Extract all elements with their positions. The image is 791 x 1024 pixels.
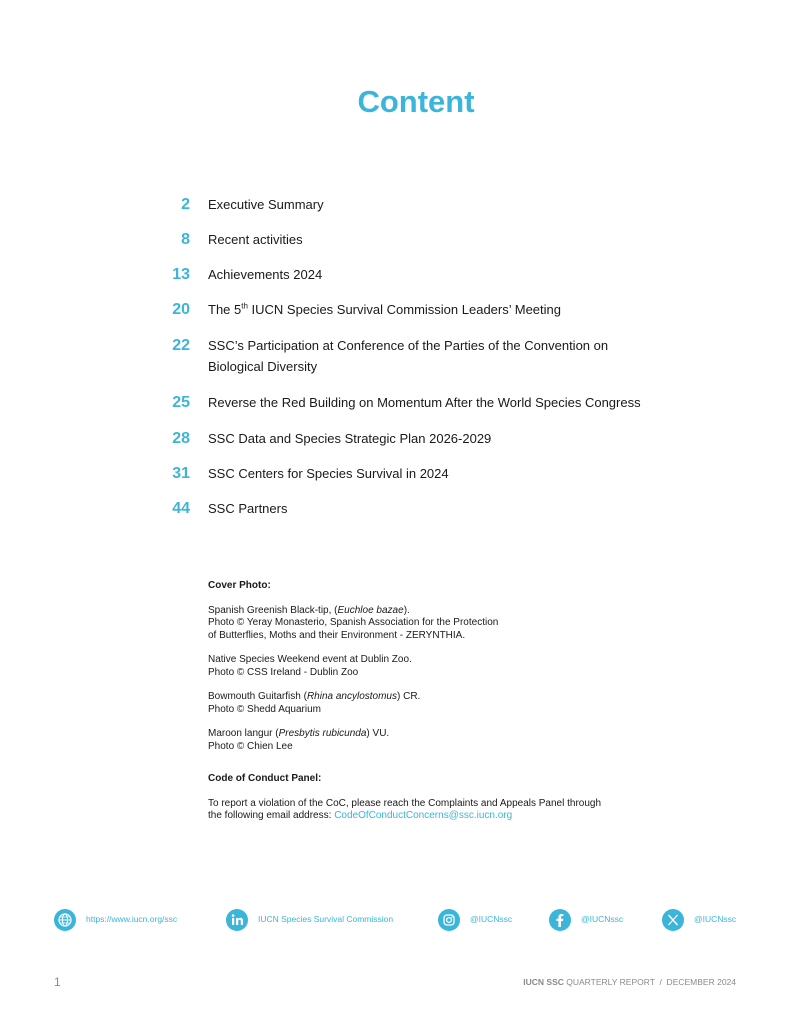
- toc-title-line: Biological Diversity: [208, 359, 318, 374]
- credit-text: Maroon langur (: [208, 728, 279, 739]
- globe-icon: [54, 909, 76, 931]
- toc-page-number: 25: [172, 394, 190, 411]
- species-name: Rhina ancylostomus: [306, 691, 397, 702]
- report-footer: [523, 977, 736, 987]
- toc-entry-title: Reverse the Red Building on Momentum After the World Species Congress: [208, 395, 641, 410]
- linkedin-icon: [226, 909, 248, 931]
- cover-photo-credit: [208, 691, 648, 716]
- toc-title-superscript: th: [241, 301, 248, 311]
- social-links-bar: [54, 909, 744, 931]
- toc-page-number: 31: [172, 465, 190, 482]
- page-number: 1: [54, 975, 61, 989]
- credit-text: Native Species Weekend event at Dublin Zoo.: [208, 654, 412, 665]
- toc-title-line: SSC’s Participation at Conference of the Parties of the Convention on: [208, 338, 609, 353]
- toc-entry-title: SSC Partners: [208, 501, 288, 516]
- credit-text: Photo © CSS Ireland - Dublin Zoo: [208, 666, 359, 678]
- credit-text: ) CR.: [396, 691, 421, 702]
- credit-text: Spanish Greenish Black-tip, (: [208, 604, 338, 616]
- footer-org: IUCN SSC: [523, 977, 564, 987]
- credit-text: Photo © Chien Lee: [208, 740, 293, 752]
- credit-text: of Butterflies, Moths and their Environment - ZERYNTHIA.: [208, 629, 466, 641]
- credit-text: Photo © Yeray Monasterio, Spanish Association for the Protection: [208, 617, 499, 628]
- website-label: https://www.iucn.org/ssc: [86, 914, 178, 924]
- facebook-icon: [549, 909, 571, 931]
- toc-page-number: 2: [181, 196, 190, 213]
- instagram-icon: [438, 909, 460, 931]
- cover-photo-credit: [208, 605, 648, 643]
- cover-photo-credit: [208, 728, 648, 753]
- toc-entry-title: SSC Data and Species Strategic Plan 2026-2029: [208, 431, 492, 446]
- footer-report-label: QUARTERLY REPORT / DECEMBER 2024: [563, 977, 736, 987]
- toc-entry-title: Recent activities: [208, 232, 303, 247]
- cover-photo-heading: Cover Photo:: [208, 580, 271, 591]
- conduct-panel-heading: Code of Conduct Panel:: [208, 773, 322, 784]
- toc-entry-title: [208, 335, 658, 377]
- toc-page-number: 20: [172, 301, 190, 318]
- x-label: @IUCNssc: [694, 914, 737, 924]
- instagram-label: @IUCNssc: [470, 914, 513, 924]
- toc-entry-title: SSC Centers for Species Survival in 2024: [208, 466, 449, 481]
- toc-entry-title: [208, 299, 658, 320]
- toc-entry-title: Executive Summary: [208, 197, 324, 212]
- toc-page-number: 8: [181, 231, 190, 248]
- x-icon: [662, 909, 684, 931]
- conduct-text: the following email address:: [208, 810, 335, 821]
- credit-text: ) VU.: [366, 728, 390, 739]
- facebook-label: @IUCNssc: [581, 914, 624, 924]
- conduct-panel-text: [208, 798, 648, 823]
- cover-photo-credit: [208, 654, 648, 679]
- linkedin-label: IUCN Species Survival Commission: [258, 914, 394, 924]
- toc-page-number: 13: [172, 266, 190, 283]
- toc-title-part: IUCN Species Survival Commission Leaders’ Meeting: [247, 302, 562, 317]
- species-name: Euchloe bazae: [337, 604, 404, 616]
- credit-text: Photo © Shedd Aquarium: [208, 703, 321, 715]
- page-title: Content: [357, 84, 475, 119]
- conduct-text: To report a violation of the CoC, please reach the Complaints and Appeals Panel through: [208, 797, 602, 809]
- species-name: Presbytis rubicunda: [278, 728, 367, 739]
- credits-section: [208, 580, 648, 835]
- toc-page-number: 44: [172, 500, 190, 517]
- toc-title-part: The 5: [208, 302, 242, 317]
- credit-text: Bowmouth Guitarfish (: [208, 691, 307, 702]
- conduct-email-link[interactable]: CodeOfConductConcerns@ssc.iucn.org: [334, 810, 513, 821]
- toc-entry-title: Achievements 2024: [208, 267, 323, 282]
- credit-text: ).: [403, 604, 410, 616]
- toc-page-number: 28: [172, 430, 190, 447]
- toc-page-number: 22: [172, 337, 190, 354]
